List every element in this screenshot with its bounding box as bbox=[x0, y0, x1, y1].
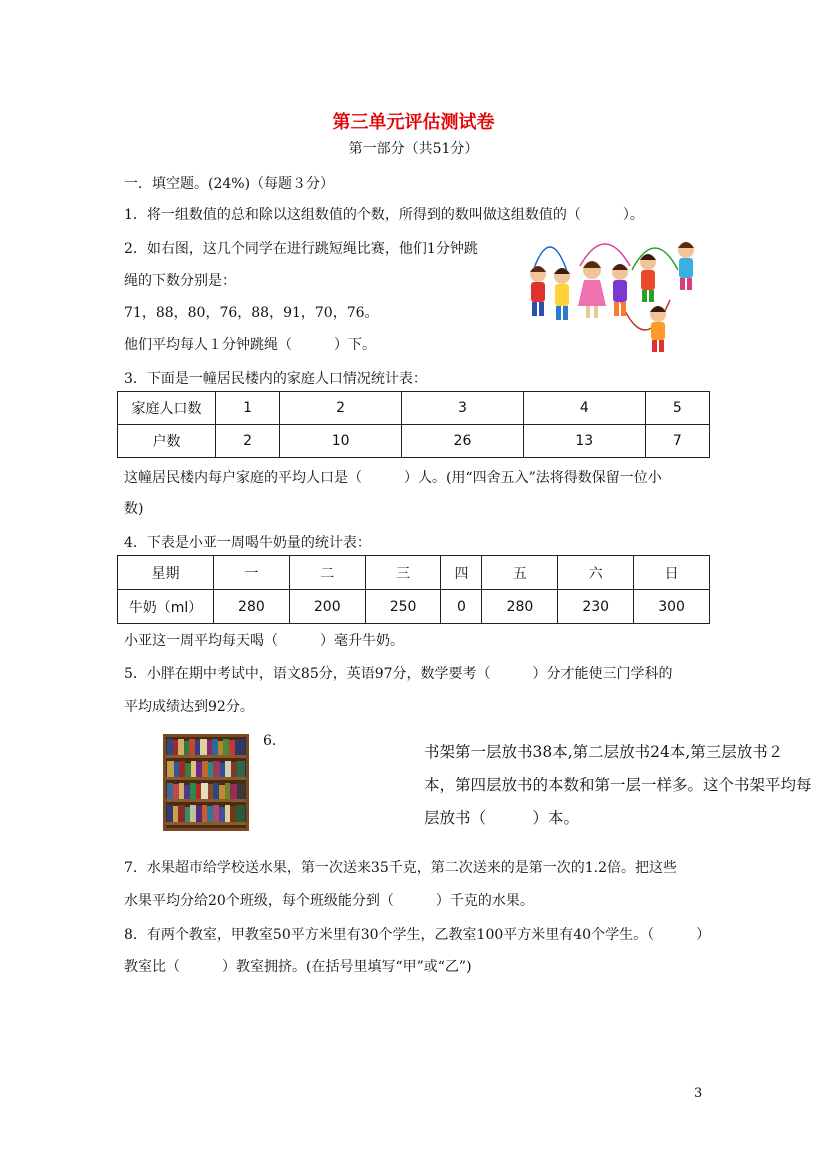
household-population-table bbox=[117, 391, 710, 458]
table-cell: 280 bbox=[214, 590, 290, 624]
table-cell: 家庭人口数 bbox=[118, 392, 216, 425]
page-subtitle: 第一部分（共51分） bbox=[348, 141, 479, 157]
table-cell: 230 bbox=[558, 590, 634, 624]
jump-rope-children-illustration bbox=[520, 230, 710, 360]
question-6-number: 6． bbox=[263, 733, 286, 749]
question-6-line-2: 本，第四层放书的本数和第一层一样多。这个书架平均每 bbox=[424, 776, 812, 794]
table-row bbox=[118, 556, 710, 590]
table-cell: 200 bbox=[289, 590, 365, 624]
section-heading: 一．填空题。(24%)（每题３分） bbox=[124, 176, 335, 192]
table-cell: 户数 bbox=[118, 425, 216, 458]
question-7-line-1: 7．水果超市给学校送水果，第一次送来35千克，第二次送来的是第一次的1.2倍。把这些 bbox=[124, 860, 677, 876]
table-cell: 一 bbox=[214, 556, 290, 590]
table-cell: 5 bbox=[645, 392, 709, 425]
question-1: 1．将一组数值的总和除以这组数值的个数，所得到的数叫做这组数值的（ ）。 bbox=[124, 207, 644, 223]
table-cell: 4 bbox=[523, 392, 645, 425]
table-cell: 1 bbox=[216, 392, 280, 425]
question-2-line-1: 2．如右图，这几个同学在进行跳短绳比赛，他们1分钟跳 bbox=[124, 241, 478, 257]
table-row bbox=[118, 590, 710, 624]
table-cell: 五 bbox=[482, 556, 558, 590]
question-2-line-2: 绳的下数分别是： bbox=[124, 273, 236, 289]
page-number: 3 bbox=[694, 1086, 703, 1101]
table-row bbox=[118, 392, 710, 425]
table-row bbox=[118, 425, 710, 458]
question-3-intro: 3．下面是一幢居民楼内的家庭人口情况统计表： bbox=[124, 371, 427, 387]
table-cell: 10 bbox=[280, 425, 402, 458]
question-5-line-2: 平均成绩达到92分。 bbox=[124, 699, 254, 715]
question-5-line-1: 5．小胖在期中考试中，语文85分，英语97分，数学要考（ ）分才能使三门学科的 bbox=[124, 666, 673, 682]
table-cell: 3 bbox=[402, 392, 524, 425]
table-cell: 日 bbox=[634, 556, 710, 590]
question-3-line-1: 这幢居民楼内每户家庭的平均人口是（ ）人。(用“四舍五入”法将得数保留一位小 bbox=[124, 470, 662, 486]
table-cell: 300 bbox=[634, 590, 710, 624]
question-7-line-2: 水果平均分给20个班级，每个班级能分到（ ）千克的水果。 bbox=[124, 893, 534, 909]
question-4-line-1: 小亚这一周平均每天喝（ ）毫升牛奶。 bbox=[124, 633, 404, 649]
table-cell: 二 bbox=[289, 556, 365, 590]
question-2-line-4: 他们平均每人１分钟跳绳（ ）下。 bbox=[124, 337, 376, 353]
question-8-line-2: 教室比（ ）教室拥挤。(在括号里填写“甲”或“乙”) bbox=[124, 959, 472, 975]
table-cell: 三 bbox=[365, 556, 441, 590]
question-4-intro: 4．下表是小亚一周喝牛奶量的统计表： bbox=[124, 535, 371, 551]
page-title: 第三单元评估测试卷 bbox=[332, 112, 495, 133]
table-cell: 2 bbox=[280, 392, 402, 425]
table-cell: 13 bbox=[523, 425, 645, 458]
question-8-line-1: 8．有两个教室，甲教室50平方米里有30个学生，乙教室100平方米里有40个学生。（ ） bbox=[124, 927, 711, 943]
table-cell: 26 bbox=[402, 425, 524, 458]
table-cell: 7 bbox=[645, 425, 709, 458]
question-6-line-3: 层放书（ ）本。 bbox=[424, 809, 580, 827]
question-3-line-2: 数) bbox=[124, 501, 144, 517]
table-cell: 星期 bbox=[118, 556, 214, 590]
table-cell: 六 bbox=[558, 556, 634, 590]
milk-consumption-table bbox=[117, 555, 710, 624]
question-6-line-1: 书架第一层放书38本,第二层放书24本,第三层放书２ bbox=[424, 743, 784, 761]
table-cell: 250 bbox=[365, 590, 441, 624]
table-cell: 牛奶（ml） bbox=[118, 590, 214, 624]
table-cell: 280 bbox=[482, 590, 558, 624]
table-cell: 0 bbox=[441, 590, 482, 624]
table-cell: 四 bbox=[441, 556, 482, 590]
question-2-line-3: 71，88，80，76，88，91，70，76。 bbox=[124, 305, 379, 321]
table-cell: 2 bbox=[216, 425, 280, 458]
bookshelf-illustration bbox=[163, 734, 249, 831]
